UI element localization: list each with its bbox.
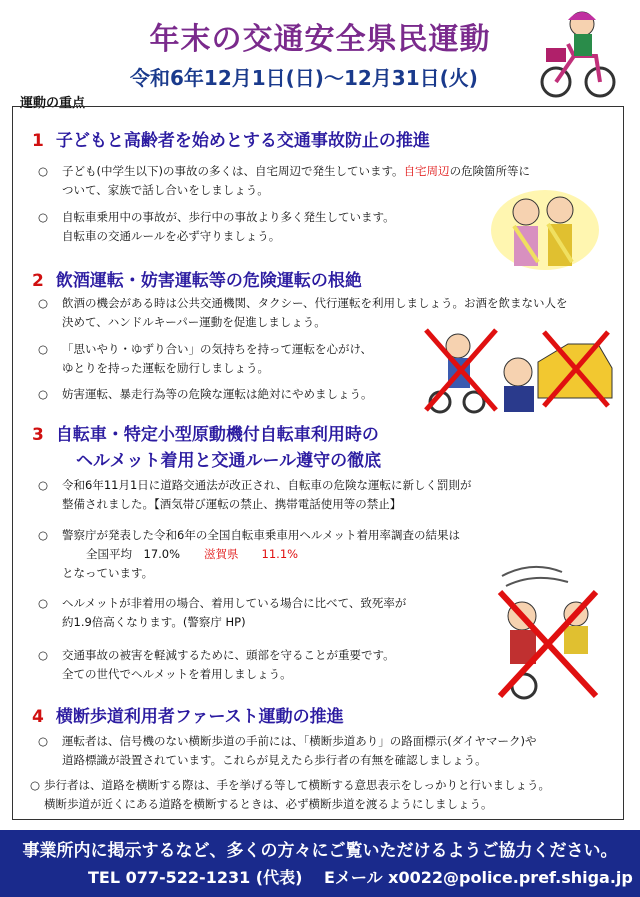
footer-banner — [0, 830, 640, 897]
section-3-number: 3 — [32, 425, 44, 445]
section-4-number: 4 — [32, 707, 44, 727]
list-item: ○ 運転者は、信号機のない横断歩道の手前には、「横断歩道あり」の路面標示(ダイヤマーク)や 道路標識が設置されています。これらが見えたら歩行者の有無を確認しましょう。 — [38, 734, 537, 767]
list-item: ○ 交通事故の被害を軽減するために、頭部を守ることが重要です。 全ての世代でヘルメットを着用しましょう。 — [38, 648, 395, 681]
list-item: ○ 自転車乗用中の事故が、歩行中の事故より多く発生しています。 自転車の交通ルールを必ず守りましょう。 — [38, 210, 395, 243]
list-item: ○ 飲酒の機会がある時は公共交通機関、タクシー、代行運転を利用しましょう。お酒を飲まない人を 決めて、ハンドルキーパー運動を促進しましょう。 — [38, 296, 568, 329]
dangerous-driving-illustration — [418, 322, 614, 414]
footer-request: 事業所内に掲示するなど、多くの方々にご覧いただけるようご協力ください。 — [22, 841, 618, 861]
list-item: ○ 警察庁が発表した令和6年の全国自転車乗車用ヘルメット着用率調査の結果は 全国平均 17.0% 滋賀県 11.1% となっています。 — [38, 528, 460, 580]
page-title: 年末の交通安全県民運動 — [149, 22, 491, 57]
section-4-heading — [32, 702, 344, 727]
list-item: ○ ヘルメットが非着用の場合、着用している場合に比べて、致死率が 約1.9倍高くなります。(警察庁 HP) — [38, 596, 407, 629]
section-1-number: 1 — [32, 131, 44, 151]
stat-national: 全国平均 17.0% — [86, 547, 181, 561]
section-2-title: 飲酒運転・妨害運転等の危険運転の根絶 — [55, 271, 362, 291]
footer-contact: TEL 077-522-1231 (代表) Eメール x0022@police.pref.shiga.jp — [88, 868, 633, 887]
section-1-title: 子どもと高齢者を始めとする交通事故防止の推進 — [55, 131, 430, 151]
cyclist-illustration — [538, 4, 618, 100]
list-item: ○ 妨害運転、暴走行為等の危険な運転は絶対にやめましょう。 — [38, 387, 373, 401]
section-3-title-line2: ヘルメット着用と交通ルール遵守の徹底 — [76, 451, 382, 471]
highlight-text: 自宅周辺 — [403, 164, 450, 178]
elderly-couple-illustration — [490, 186, 600, 272]
section-3-title: 自転車・特定小型原動機付自転車利用時の — [55, 425, 379, 445]
section-4-title: 横断歩道利用者ファースト運動の推進 — [55, 707, 344, 727]
phone-cycling-illustration — [472, 556, 606, 702]
campaign-dates: 令和6年12月1日(日)～12月31日(火) — [130, 66, 478, 90]
list-item: ○ 令和6年11月1日に道路交通法が改正され、自転車の危険な運転に新しく罰則が 整備されました。【酒気帯び運転の禁止、携帯電話使用等の禁止】 — [38, 478, 472, 511]
list-item: ○ 「思いやり・ゆずり合い」の気持ちを持って運転を心がけ、 ゆとりを持った運転を励行しましょう。 — [38, 342, 373, 375]
focus-label: 運動の重点 — [20, 96, 86, 111]
section-1-heading — [32, 126, 430, 151]
list-item: ○ 歩行者は、道路を横断する際は、手を挙げる等して横断する意思表示をしっかりと行いましょう。 横断歩道が近くにある道路を横断するときは、必ず横断歩道を渡るようにしましょう。 — [30, 778, 550, 811]
section-3-heading — [32, 420, 379, 445]
stat-shiga: 滋賀県 11.1% — [204, 547, 299, 561]
section-2-number: 2 — [32, 271, 44, 291]
list-item: ○ 子ども(中学生以下)の事故の多くは、自宅周辺で発生しています。自宅周辺の危険箇所等に ついて、家族で話し合いをしましょう。 — [38, 164, 531, 197]
section-2-heading — [32, 266, 362, 291]
